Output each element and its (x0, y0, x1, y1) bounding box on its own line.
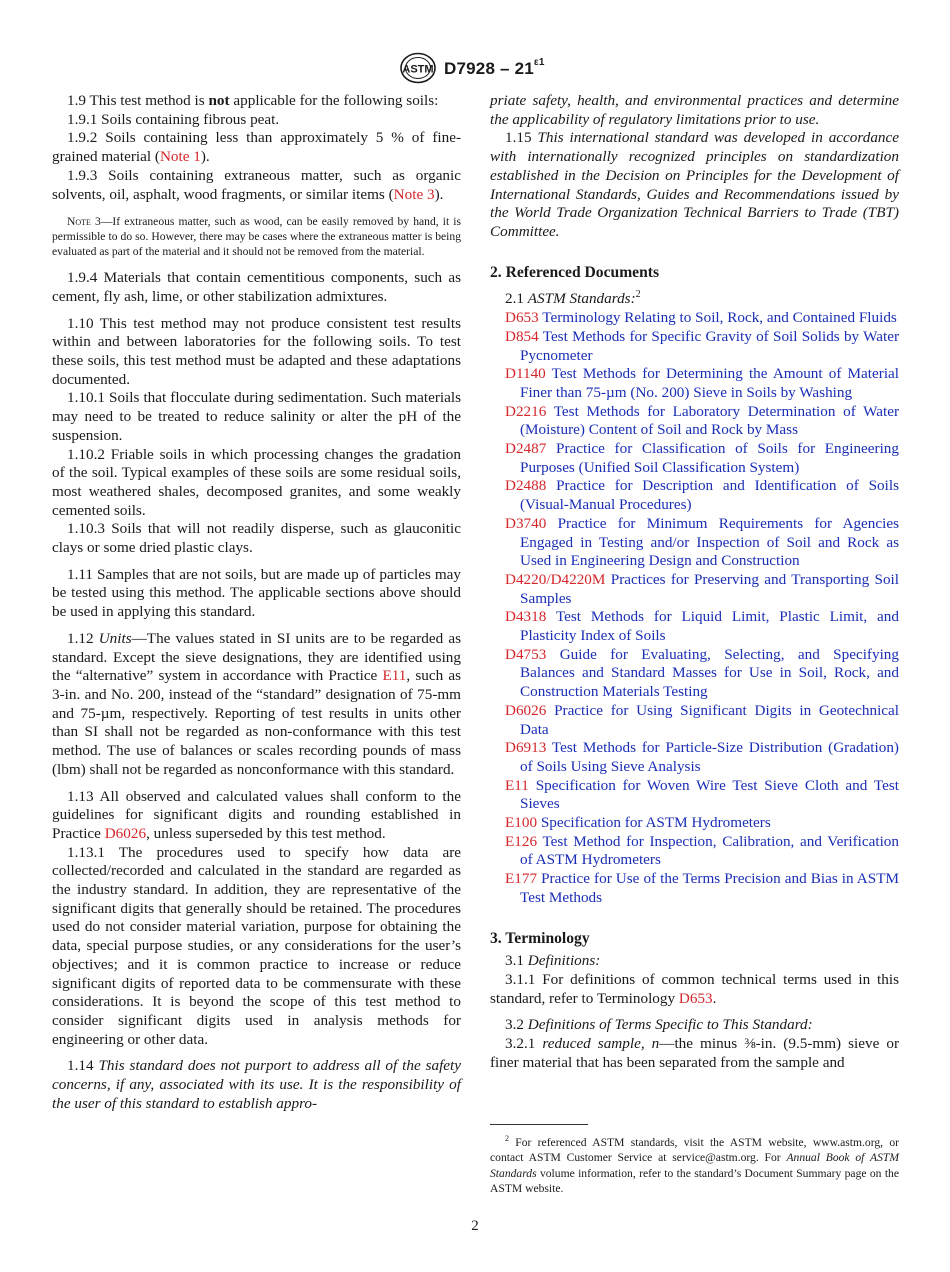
para-1-10: 1.10 This test method may not produce consistent test results within and between laboratories for the following soils. To test these soils, this test method must be adapted and these adaptations documented. (52, 314, 461, 388)
reference-code-link[interactable]: D4753 (505, 645, 547, 663)
para-1-10-3: 1.10.3 Soils that will not readily disperse, such as glauconitic clays or some dried plastic clays. (52, 520, 461, 557)
reference-item (490, 702, 899, 739)
para-3-2-1: 3.2.1 reduced sample, n—the minus ⅜-in. (9.5-mm) sieve or finer material that has been separated from the sample and (490, 1035, 900, 1071)
astm-logo-lettering: ASTM (402, 63, 434, 76)
note-3: Note 3—If extraneous matter, such as wood, can be easily removed by hand, it is permissible to do so. However, there may be cases where the extraneous matter is being evaluated as part of the material and it should not be removed from the material. (52, 215, 461, 259)
reference-code-link[interactable]: E100 (505, 814, 538, 832)
reference-item (490, 739, 899, 776)
reference-title-link[interactable]: Terminology Relating to Soil, Rock, and Contained Fluids (538, 309, 897, 327)
para-3-2: 3.2 Definitions of Terms Specific to This Standard: (505, 1016, 813, 1034)
para-1-9-2: 1.9.2 Soils containing less than approximately 5 % of fine-grained material (Note 1). (52, 129, 461, 166)
reference-code-link[interactable]: D6026 (505, 701, 547, 719)
reference-title-link[interactable]: Practice for Description and Identification of Soils (Visual-Manual Procedures) (520, 477, 899, 514)
d6026-link[interactable]: D6026 (104, 824, 147, 842)
para-1-11: 1.11 Samples that are not soils, but are made up of particles may be tested using this method. The applicable sections above should be used in applying this standard. (52, 565, 461, 621)
reference-title-link[interactable]: Test Methods for Determining the Amount of Material Finer than 75-µm (No. 200) Sieve in Soils by Washing (520, 365, 899, 401)
reference-code-link[interactable]: D2487 (505, 440, 547, 458)
para-1-9-4: 1.9.4 Materials that contain cementitious components, such as cement, fly ash, lime, or other stabilization admixtures. (52, 269, 461, 305)
footnote-2: $^2$ For referenced ASTM standards, visit the ASTM website, www.astm.org, or contact ASTM Customer Service at service@astm.org. For Annual Book of ASTM Standards volume information, refer to the standard’s Document Summary page on the ASTM website. (490, 1134, 899, 1196)
reference-item (490, 309, 899, 328)
reference-item (490, 870, 899, 907)
reference-title-link[interactable]: Specification for Woven Wire Test Sieve Cloth and Test Sieves (520, 776, 899, 813)
para-1-15: 1.15 This international standard was developed in accordance with internationally recognized principles on standardization established in the Decision on Principles for the Development of International Standards, Guides and Recommendations issued by the World Trade Organization Technical Barriers to Trade (TBT) Committee. (490, 129, 899, 240)
para-1-9-3: 1.9.3 Soils containing extraneous matter, such as organic solvents, oil, asphalt, wood fragments, or similar items (Note 3). (52, 166, 461, 203)
page-number: 2 (471, 1218, 479, 1234)
footnote-rule (490, 1124, 588, 1125)
reference-code-link[interactable]: D2488 (505, 477, 547, 495)
para-2-1: 2.1 ASTM Standards:$^2$ (505, 289, 641, 308)
d653-link[interactable]: D653 (678, 989, 713, 1007)
para-1-9-1: 1.9.1 Soils containing fibrous peat. (67, 110, 280, 128)
referenced-documents-list (505, 309, 899, 908)
para-1-9: 1.9 This test method is not applicable for the following soils: (67, 92, 439, 109)
para-3-1-1: 3.1.1 For definitions of common technical terms used in this standard, refer to Terminology D653. (490, 971, 899, 1007)
section-2-heading: 2. Referenced Documents (490, 263, 660, 281)
reference-code-link[interactable]: D2216 (505, 402, 547, 420)
reference-code-link[interactable]: D653 (505, 309, 539, 327)
reference-code-link[interactable]: D4220/D4220M (505, 570, 606, 588)
para-1-12: 1.12 Units—The values stated in SI units are to be regarded as standard. Except the sieve designations, they are identified using the “alternative” system in accordance with Practice E11, such as 3-in. and No. 200, instead of the “standard” designation of 75-mm and 75-µm, respectively. Reporting of test results in units other than SI shall not be regarded as non-conformance with this test method. The use of balances or scales recording pounds of mass (lbm) shall not be regarded as nonconformance with this standard. (52, 629, 461, 778)
reference-item (490, 440, 899, 477)
reference-title-link[interactable]: Test Methods for Particle-Size Distribution (Gradation) of Soils Using Sieve Analysis (520, 739, 899, 775)
para-1-13: 1.13 All observed and calculated values shall conform to the guidelines for significant digits and rounding established in Practice D6026, unless superseded by this test method. (52, 787, 461, 842)
reference-title-link[interactable]: Test Methods for Liquid Limit, Plastic Limit, and Plasticity Index of Soils (520, 608, 899, 645)
reference-item (490, 777, 899, 814)
note-1-link[interactable]: Note 1 (159, 148, 201, 166)
right-column (490, 92, 899, 1073)
reference-code-link[interactable]: D6913 (505, 739, 547, 757)
para-1-14: 1.14 This standard does not purport to address all of the safety concerns, if any, associated with its use. It is the responsibility of the user of this standard to establish appro- (52, 1057, 462, 1112)
standard-designation: $D7928 - 21^{\varepsilon 1}$ (444, 57, 545, 78)
astm-logo (399, 52, 437, 84)
reference-item (490, 365, 899, 402)
reference-code-link[interactable]: E11 (505, 776, 529, 794)
left-column (52, 92, 461, 1113)
reference-code-link[interactable]: D854 (505, 327, 539, 345)
para-1-14-continued: priate safety, health, and environmental practices and determine the applicability of regulatory limitations prior to use. (490, 92, 899, 128)
page-header (0, 52, 950, 84)
reference-title-link[interactable]: Practice for Using Significant Digits in Geotechnical Data (520, 701, 899, 738)
reference-title-link[interactable]: Guide for Evaluating, Selecting, and Specifying Balances and Standard Masses for Use in Soil, Rock, and Construction Materials Testing (520, 645, 899, 701)
reference-title-link[interactable]: Practices for Preserving and Transporting Soil Samples (520, 570, 899, 607)
reference-item (490, 608, 899, 645)
reference-title-link[interactable]: Practice for Use of the Terms Precision and Bias in ASTM Test Methods (520, 870, 899, 906)
reference-code-link[interactable]: D4318 (505, 608, 547, 626)
reference-item (490, 515, 899, 571)
reference-code-link[interactable]: E126 (505, 832, 538, 850)
reference-code-link[interactable]: D1140 (505, 365, 546, 383)
para-1-10-2: 1.10.2 Friable soils in which processing changes the gradation of the soil. Typical examples of these soils are some residual soils, most weathered shales, decomposed granites, and some weakly cemented soils. (52, 445, 461, 519)
para-3-1: 3.1 Definitions: (505, 952, 601, 970)
para-1-13-1: 1.13.1 The procedures used to specify how data are collected/recorded and calculated in the standard are regarded as the industry standard. In addition, they are representative of the significant digits that generally should be retained. The procedures used do not consider material variation, purpose for obtaining the data, special purpose studies, or any considerations for the user’s objectives; and it is common practice to increase or reduce significant digits of reported data to be commensurate with these considerations. It is beyond the scope of this test method to consider significant digits used in analysis methods for engineering or other data. (52, 843, 461, 1048)
reference-title-link[interactable]: Practice for Classification of Soils for Engineering Purposes (Unified Soil Classification System) (520, 440, 899, 476)
e11-link[interactable]: E11 (382, 667, 407, 685)
reference-item (490, 477, 899, 514)
para-1-10-1: 1.10.1 Soils that flocculate during sedimentation. Such materials may need to be treated to reduce salinity or alter the pH of the suspension. (52, 389, 461, 444)
reference-title-link[interactable]: Practice for Minimum Requirements for Agencies Engaged in Testing and/or Inspection of Soil and Rock as Used in Engineering Design and Construction (520, 514, 899, 570)
reference-title-link[interactable]: Test Method for Inspection, Calibration, and Verification of ASTM Hydrometers (520, 832, 899, 869)
reference-item (490, 646, 899, 702)
reference-title-link[interactable]: Test Methods for Laboratory Determination of Water (Moisture) Content of Soil and Rock by Mass (520, 402, 899, 439)
reference-title-link[interactable]: Specification for ASTM Hydrometers (537, 814, 771, 832)
reference-item (490, 833, 899, 870)
reference-title-link[interactable]: Test Methods for Specific Gravity of Soil Solids by Water Pycnometer (520, 327, 899, 364)
reference-code-link[interactable]: D3740 (505, 514, 547, 532)
reference-item (490, 571, 899, 608)
section-3-heading: 3. Terminology (490, 929, 590, 947)
reference-item (490, 814, 899, 833)
reference-item (490, 403, 899, 440)
reference-code-link[interactable]: E177 (505, 870, 538, 888)
note-3-link[interactable]: Note 3 (393, 185, 435, 203)
reference-item (490, 328, 899, 365)
